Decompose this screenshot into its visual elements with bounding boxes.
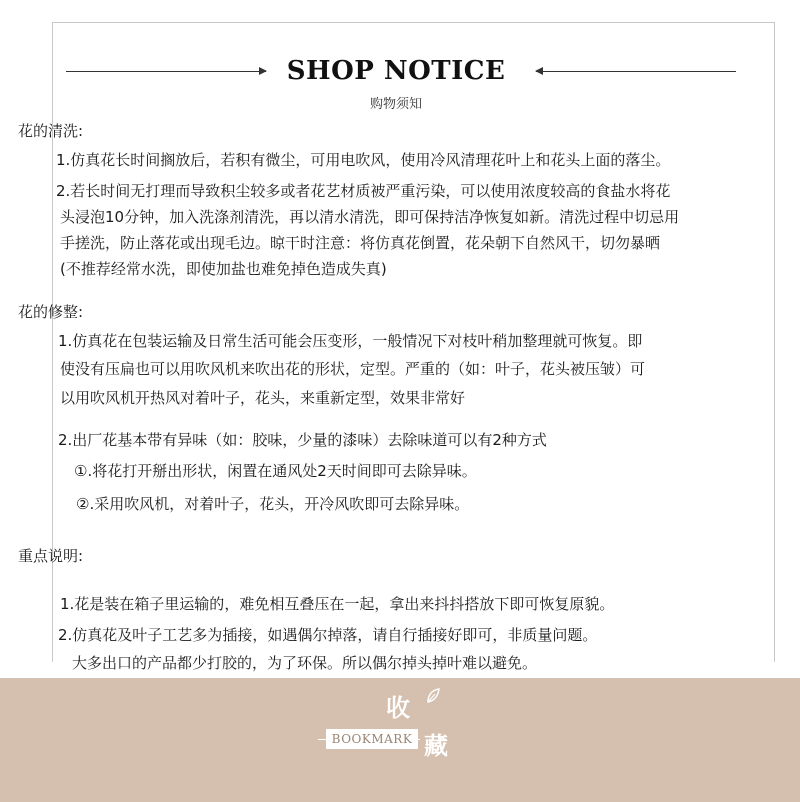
repair-line: 1.仿真花在包装运输及日常生活可能会压变形，一般情况下对枝叶稍加整理就可恢复。即 bbox=[58, 332, 643, 350]
repair-line: ②.采用吹风机，对着叶子，花头，开冷风吹即可去除异味。 bbox=[76, 495, 470, 513]
cleaning-line: 手搓洗，防止落花或出现毛边。晾干时注意：将仿真花倒置，花朵朝下自然风干，切勿暴晒 bbox=[60, 234, 661, 252]
repair-line: 使没有压扁也可以用吹风机来吹出花的形状，定型。严重的（如：叶子，花头被压皱）可 bbox=[60, 360, 646, 378]
cleaning-heading: 花的清洗: bbox=[18, 122, 84, 140]
page-title: SHOP NOTICE bbox=[286, 56, 506, 86]
repair-line: 2.出厂花基本带有异味（如：胶味，少量的漆味）去除味道可以有2种方式 bbox=[58, 431, 547, 449]
cleaning-line: 1.仿真花长时间搁放后，若积有微尘，可用电吹风，使用冷风清理花叶上和花头上面的落尘。 bbox=[56, 151, 671, 169]
frame-top-border bbox=[52, 22, 774, 23]
key-heading: 重点说明: bbox=[18, 547, 84, 565]
page-subtitle: 购物须知 bbox=[369, 97, 422, 112]
repair-line: 以用吹风机开热风对着叶子，花头，来重新定型，效果非常好 bbox=[60, 389, 466, 407]
repair-heading: 花的修整: bbox=[18, 303, 84, 321]
cleaning-line: (不推荐经常水洗，即使加盐也难免掉色造成失真) bbox=[60, 260, 387, 278]
cleaning-line: 2.若长时间无打理而导致积尘较多或者花艺材质被严重污染，可以使用浓度较高的食盐水将花 bbox=[56, 182, 671, 200]
key-line: 2.仿真花及叶子工艺多为插接，如遇偶尔掉落，请自行插接好即可，非质量问题。 bbox=[58, 626, 598, 644]
key-line: 1.花是装在箱子里运输的，难免相互叠压在一起，拿出来抖抖搭放下即可恢复原貌。 bbox=[60, 595, 615, 613]
leaf-icon bbox=[424, 687, 442, 705]
repair-line: ①.将花打开掰出形状，闲置在通风处2天时间即可去除异味。 bbox=[74, 462, 477, 480]
bookmark-char-shou[interactable]: 收 bbox=[386, 693, 410, 722]
cleaning-line: 头浸泡10分钟，加入洗涤剂清洗，再以清水清洗，即可保持洁净恢复如新。清洗过程中切忌用 bbox=[60, 208, 680, 226]
bookmark-button[interactable]: BOOKMARK bbox=[326, 729, 418, 749]
bookmark-char-cang[interactable]: 藏 bbox=[424, 731, 448, 760]
frame-right-border bbox=[774, 22, 775, 662]
key-line: 大多出口的产品都少打胶的，为了环保。所以偶尔掉头掉叶难以避免。 bbox=[72, 654, 538, 672]
